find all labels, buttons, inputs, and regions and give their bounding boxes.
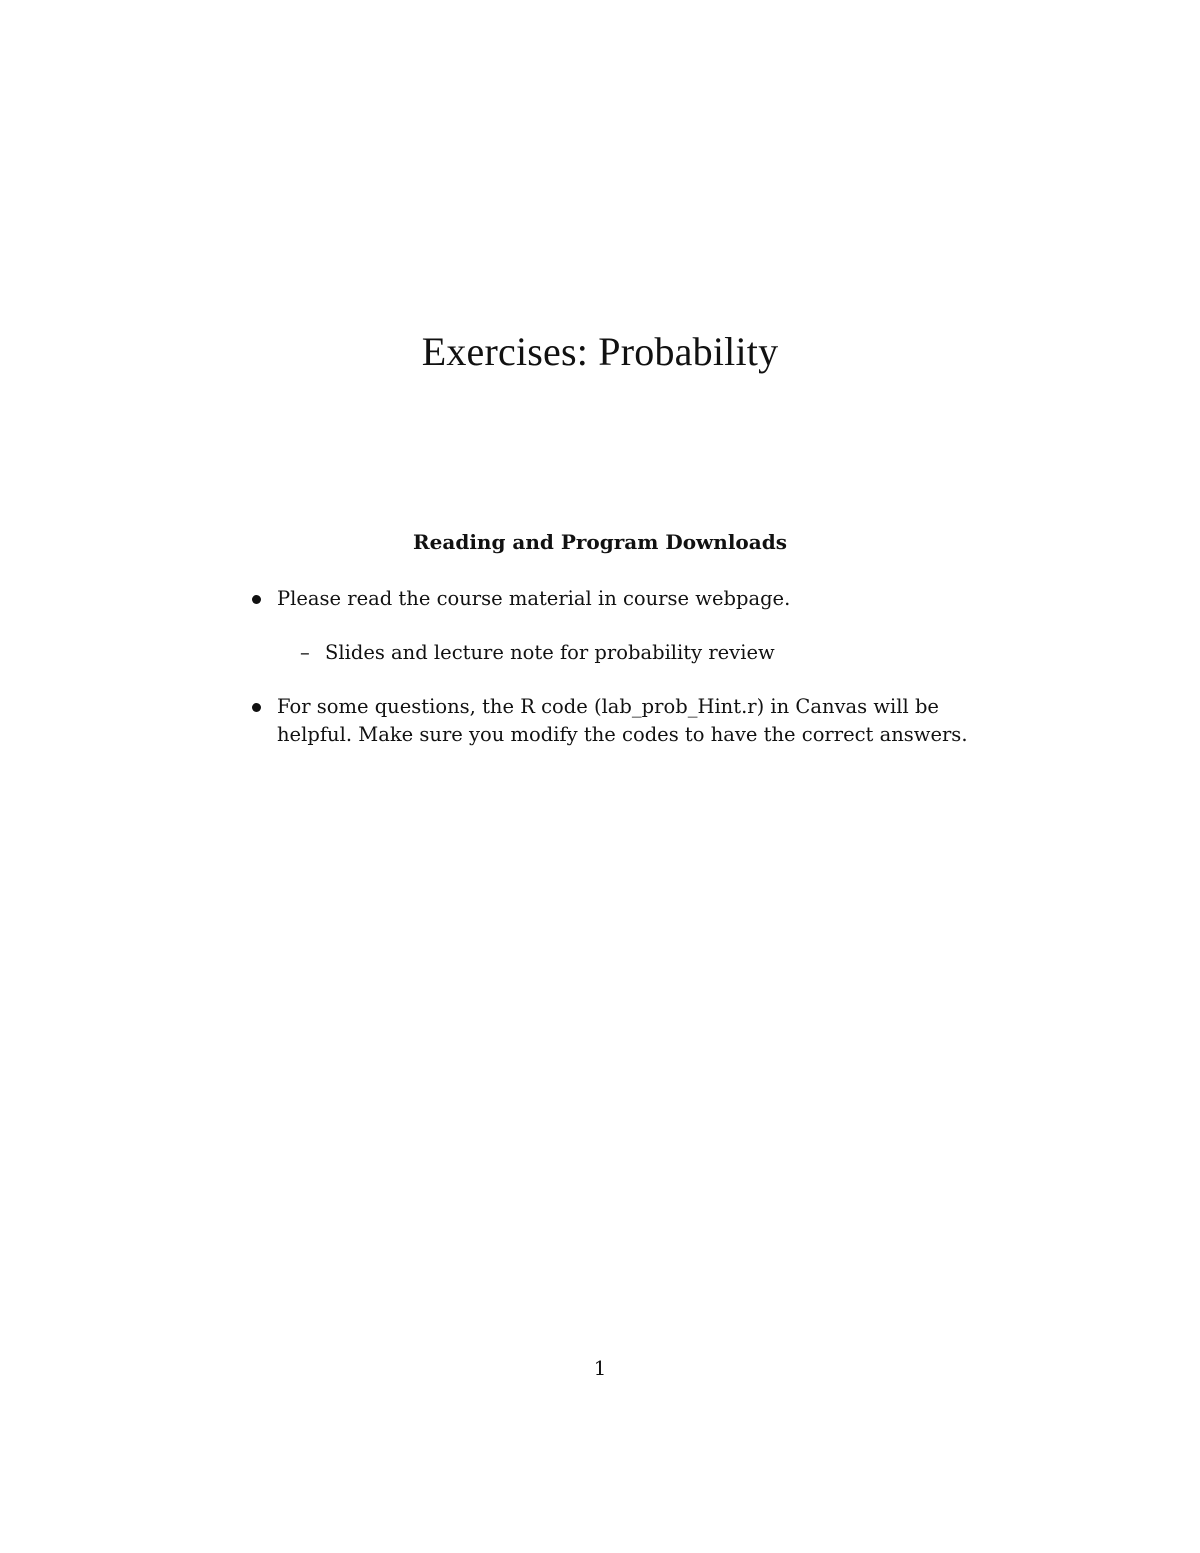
section-heading: Reading and Program Downloads bbox=[413, 530, 787, 554]
list-item-slides bbox=[300, 639, 992, 667]
reading-bullet-list bbox=[252, 585, 992, 749]
bullet-icon bbox=[252, 703, 261, 712]
list-item-r-code bbox=[252, 693, 992, 749]
document-title: Exercises: Probability bbox=[421, 329, 779, 374]
dash-icon: – bbox=[300, 641, 310, 664]
sub-bullet-text: Slides and lecture note for probability review bbox=[325, 641, 775, 664]
page-number: 1 bbox=[593, 1356, 607, 1380]
bullet-text: For some questions, the R code (lab_prob_Hint.r) in Canvas will be helpful. Make sure you modify the codes to have the correct answers. bbox=[277, 695, 968, 746]
sub-bullet-list bbox=[277, 639, 992, 667]
bullet-text: Please read the course material in course webpage. bbox=[277, 587, 791, 610]
bullet-icon bbox=[252, 595, 261, 604]
list-item-reading bbox=[252, 585, 992, 667]
